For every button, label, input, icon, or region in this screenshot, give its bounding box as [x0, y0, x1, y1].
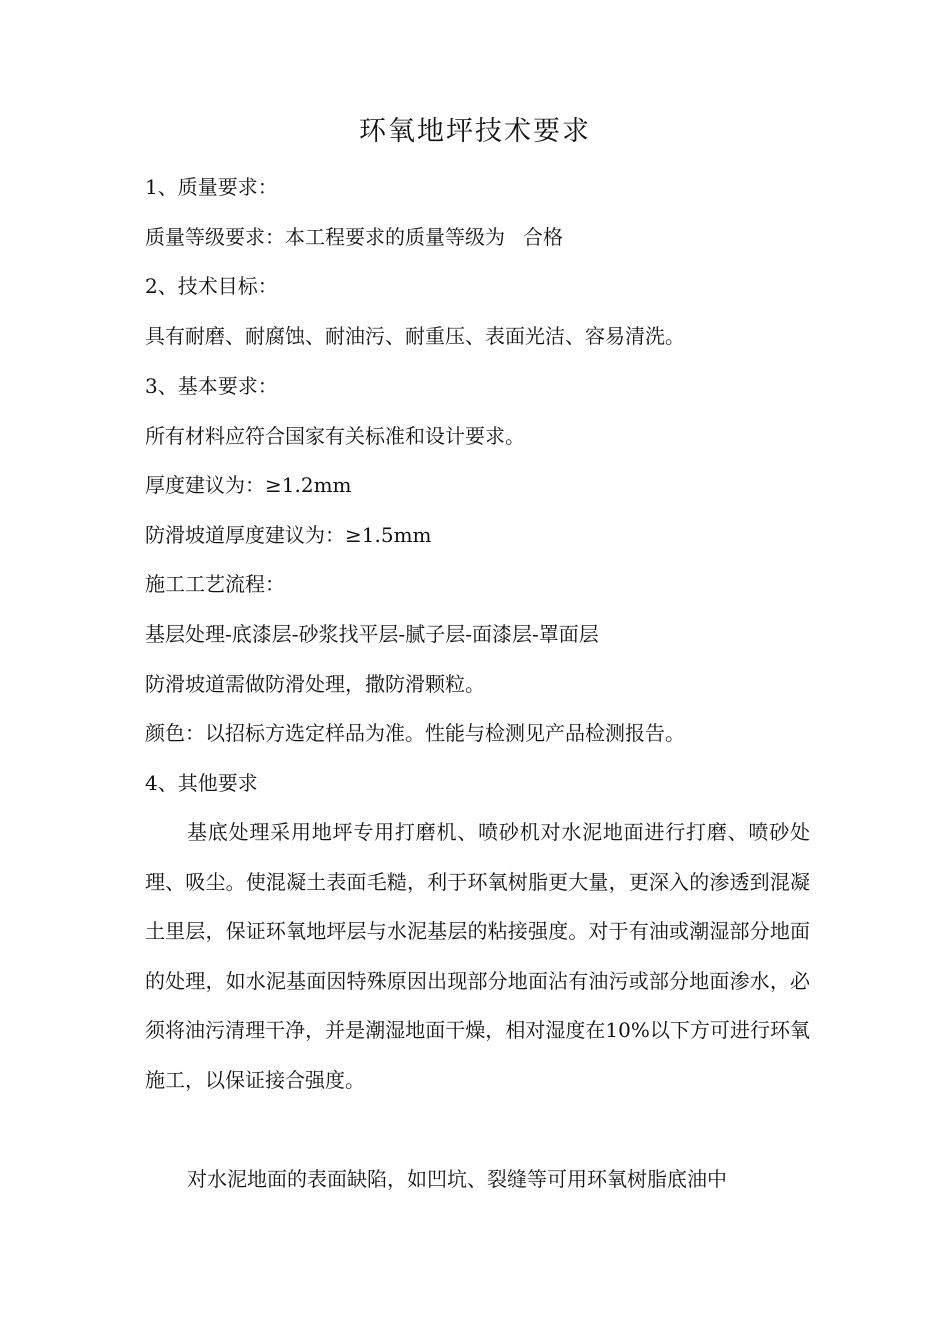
quality-heading: 1、质量要求： — [145, 175, 278, 199]
document-title: 环氧地坪技术要求 — [359, 116, 591, 147]
tech-heading: 2、技术目标： — [145, 274, 278, 298]
ramp-treatment-line: 防滑坡道需做防滑处理，撒防滑颗粒。 — [145, 672, 485, 696]
materials-line: 所有材料应符合国家有关标准和设计要求。 — [145, 424, 525, 448]
substrate-treatment-paragraph: 基底处理采用地坪专用打磨机、喷砂机对水泥地面进行打磨、喷砂处理、吸尘。使混凝土表面毛糙，利于环氧树脂更大量，更深入的渗透到混凝土里层，保证环氧地坪层与水泥基层的粘接强度。对于有油或潮湿部分地面的处理，如水泥基面因特殊原因出现部分地面沾有油污或部分地面渗水，必须将油污清理干净，并是潮湿地面干燥，相对湿度在10%以下方可进行环氧施工，以保证接合强度。 — [145, 820, 810, 1092]
quality-grade-line — [145, 222, 563, 252]
ramp-thickness-line: 防滑坡道厚度建议为：≥1.5mm — [145, 523, 432, 547]
thickness-line: 厚度建议为：≥1.2mm — [145, 473, 352, 497]
tech-goals-line: 具有耐磨、耐腐蚀、耐油污、耐重压、表面光洁、容易清洗。 — [145, 324, 685, 348]
basic-heading: 3、基本要求： — [145, 374, 278, 398]
quality-grade-value: 合格 — [523, 225, 563, 249]
quality-grade-label: 质量等级要求：本工程要求的质量等级为 — [145, 225, 505, 249]
color-line: 颜色：以招标方选定样品为准。性能与检测见产品检测报告。 — [145, 721, 685, 745]
process-heading: 施工工艺流程： — [145, 572, 285, 596]
other-heading: 4、其他要求 — [145, 771, 258, 795]
surface-defect-paragraph: 对水泥地面的表面缺陷，如凹坑、裂缝等可用环氧树脂底油中 — [187, 1167, 727, 1191]
process-line: 基层处理-底漆层-砂浆找平层-腻子层-面漆层-罩面层 — [145, 622, 599, 646]
